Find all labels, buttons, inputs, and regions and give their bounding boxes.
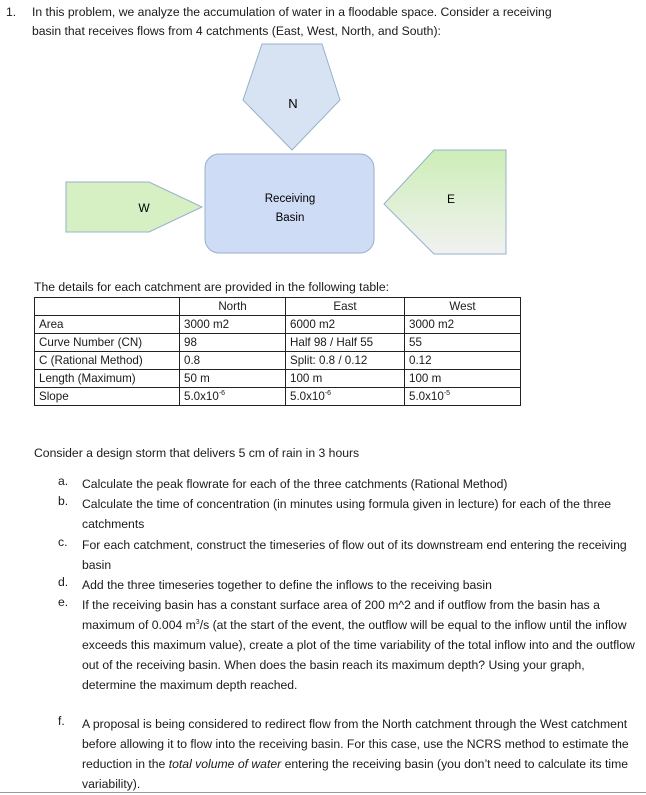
slope-base: 5.0x10: [184, 389, 219, 403]
table-cell: Area: [35, 316, 180, 334]
slope-base: 5.0x10: [290, 389, 325, 403]
table-row: [35, 370, 521, 388]
item-text: Calculate the peak flowrate for each of the three catchments (Rational Method): [82, 477, 508, 491]
table-header-cell: East: [286, 298, 405, 316]
table-header-cell: [35, 298, 180, 316]
basin-label-line1: Receiving: [264, 193, 316, 205]
page-bottom-rule: [0, 792, 646, 793]
slope-exponent: -6: [324, 389, 332, 397]
table-cell: 3000 m2: [180, 316, 286, 334]
item-text-part: entering the receiving basin (you don’t need to calculate its time variability).: [82, 757, 629, 791]
table-cell: 55: [405, 334, 521, 352]
west-label: W: [138, 201, 150, 215]
table-header-row: [35, 298, 521, 316]
item-mark: a.: [58, 474, 69, 488]
intro-line-1: In this problem, we analyze the accumulation of water in a floodable space. Consider a receiving: [32, 5, 552, 19]
table-row: [35, 388, 521, 406]
table-cell: 50 m: [180, 370, 286, 388]
problem-number: 1.: [6, 5, 17, 19]
item-mark: e.: [58, 595, 69, 609]
item-text-part: /s (at the start of the event, the outflow will be equal to the inflow until the inflow exceeds this maximum value), create a plot of the time variability of the total inflow into and the outflow out of the receiving basin. When does the basin reach its maximum depth? Using your graph, determine the maximum depth reached.: [82, 618, 635, 692]
table-cell: [286, 388, 405, 406]
item-text: Calculate the time of concentration (in minutes using formula given in lecture) for each of the three catchments: [82, 497, 612, 531]
item-mark: f.: [58, 714, 65, 728]
basin-label-line2: Basin: [275, 212, 305, 224]
table-cell: Length (Maximum): [35, 370, 180, 388]
slope-exponent: -5: [443, 389, 451, 397]
item-mark: d.: [58, 575, 69, 589]
table-cell: 100 m: [405, 370, 521, 388]
table-cell: 3000 m2: [405, 316, 521, 334]
intro-line-2: basin that receives flows from 4 catchments (East, West, North, and South):: [32, 24, 441, 38]
table-header-cell: West: [405, 298, 521, 316]
table-cell: 98: [180, 334, 286, 352]
item-text: [82, 595, 637, 695]
table-cell: Split: 0.8 / 0.12: [286, 352, 405, 370]
table-intro: The details for each catchment are provided in the following table:: [34, 280, 389, 294]
design-storm-text: Consider a design storm that delivers 5 cm of rain in 3 hours: [34, 446, 360, 460]
slope-base: 5.0x10: [409, 389, 444, 403]
item-mark: b.: [58, 494, 69, 508]
table-cell: 100 m: [286, 370, 405, 388]
east-catchment-shape: [384, 150, 506, 254]
item-text-superscript: 3: [195, 619, 200, 626]
item-mark: c.: [58, 535, 68, 549]
table-cell: [405, 388, 521, 406]
item-text-part: A proposal is being considered to redirect flow from the North catchment through the West catchment before allowing it to flow into the receiving basin. For this case, use the NCRS method to estimate the reduction in the: [82, 717, 629, 771]
west-catchment-shape: [66, 182, 202, 232]
table-cell: 6000 m2: [286, 316, 405, 334]
item-text: For each catchment, construct the timeseries of flow out of its downstream end entering the receiving basin: [82, 538, 627, 572]
table-row: [35, 334, 521, 352]
item-text: [82, 714, 637, 794]
catchment-diagram: [0, 0, 646, 280]
item-text-part: If the receiving basin has a constant surface area of 200 m^2 and if outflow from the basin has a maximum of 0.004 m: [82, 598, 600, 632]
east-label: E: [446, 192, 456, 206]
table-cell: 0.12: [405, 352, 521, 370]
item-text: Add the three timeseries together to define the inflows to the receiving basin: [82, 578, 492, 592]
table-cell: C (Rational Method): [35, 352, 180, 370]
slope-exponent: -6: [218, 389, 226, 397]
table-cell: Curve Number (CN): [35, 334, 180, 352]
north-label: N: [288, 96, 298, 111]
table-header-cell: North: [180, 298, 286, 316]
catchment-details-table: [34, 297, 521, 406]
table-cell: Slope: [35, 388, 180, 406]
table-row: [35, 352, 521, 370]
table-cell: [180, 388, 286, 406]
table-cell: Half 98 / Half 55: [286, 334, 405, 352]
table-cell: 0.8: [180, 352, 286, 370]
table-row: [35, 316, 521, 334]
item-text-emphasis: total volume of water: [168, 757, 282, 771]
